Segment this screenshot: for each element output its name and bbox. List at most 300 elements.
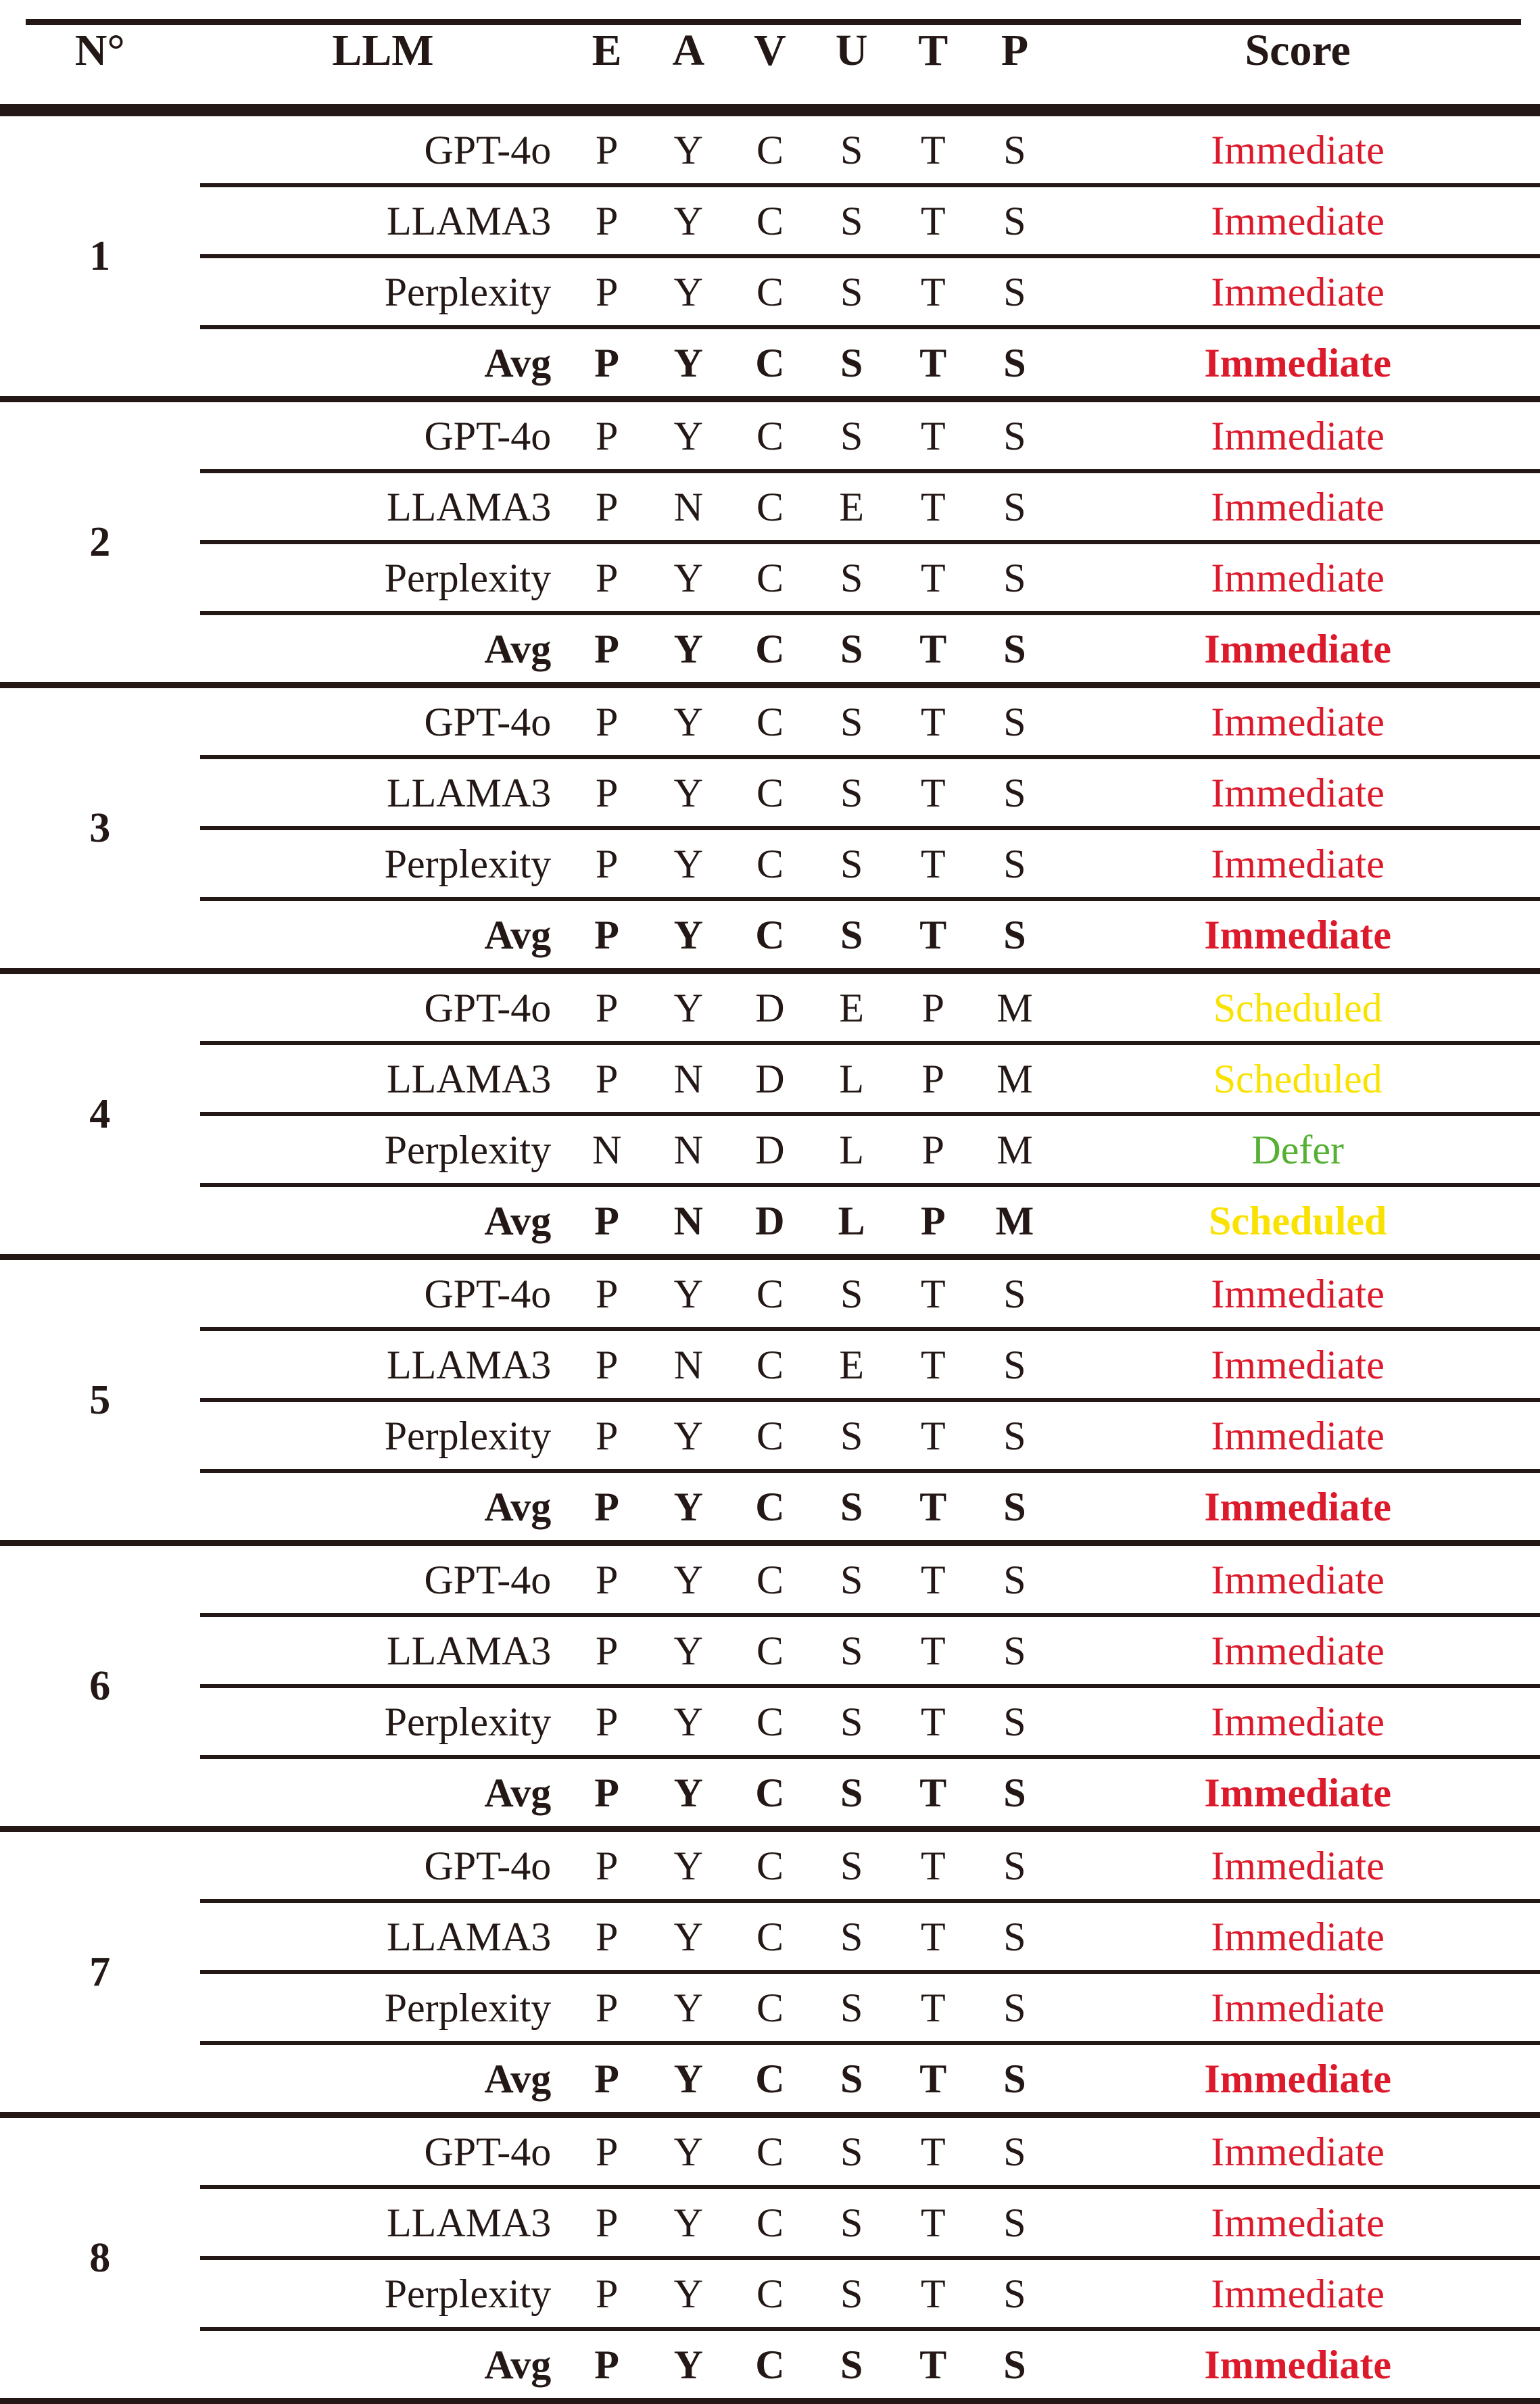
criterion-t-cell: T <box>892 1615 974 1686</box>
score-cell: Immediate <box>1055 1329 1540 1400</box>
table-row <box>0 1471 1540 1543</box>
llm-name-cell: GPT-4o <box>200 1829 567 1902</box>
score-cell: Immediate <box>1055 1400 1540 1471</box>
criterion-a-cell: Y <box>648 613 729 686</box>
score-cell: Immediate <box>1055 1757 1540 1829</box>
score-cell: Immediate <box>1055 1543 1540 1616</box>
criterion-v-cell: C <box>729 1329 811 1400</box>
criterion-t-cell: T <box>892 327 974 400</box>
criterion-v-cell: C <box>729 1757 811 1829</box>
criterion-u-cell: S <box>811 1901 892 1972</box>
criterion-e-cell: P <box>566 613 648 686</box>
criterion-u-cell: S <box>811 1615 892 1686</box>
criterion-p-cell: S <box>974 185 1056 256</box>
table-row <box>0 1329 1540 1400</box>
score-cell: Immediate <box>1055 613 1540 686</box>
criterion-a-cell: Y <box>648 1829 729 1902</box>
criterion-a-cell: Y <box>648 757 729 828</box>
score-cell: Immediate <box>1055 686 1540 758</box>
criterion-e-cell: P <box>566 2329 648 2401</box>
criterion-v-cell: C <box>729 400 811 472</box>
criterion-t-cell: T <box>892 2258 974 2329</box>
criterion-a-cell: Y <box>648 2043 729 2115</box>
criterion-e-cell: P <box>566 1972 648 2043</box>
table-row <box>0 2329 1540 2401</box>
criterion-p-cell: M <box>974 1114 1056 1185</box>
score-cell: Immediate <box>1055 471 1540 542</box>
group-number-cell: 3 <box>0 686 200 971</box>
table-header <box>0 0 1540 107</box>
table-body <box>0 107 1540 2404</box>
group-number-cell: 2 <box>0 400 200 686</box>
score-cell: Immediate <box>1055 1972 1540 2043</box>
criterion-e-cell: P <box>566 256 648 327</box>
criterion-v-cell: C <box>729 2329 811 2401</box>
criterion-a-cell: Y <box>648 2115 729 2188</box>
llm-name-cell: Avg <box>200 2329 567 2401</box>
table-row <box>0 1543 1540 1616</box>
table-row <box>0 1829 1540 1902</box>
table-row <box>0 2258 1540 2329</box>
criterion-v-cell: C <box>729 185 811 256</box>
criterion-e-cell: P <box>566 114 648 186</box>
score-cell: Immediate <box>1055 114 1540 186</box>
llm-name-cell: Perplexity <box>200 542 567 613</box>
criterion-p-cell: S <box>974 542 1056 613</box>
header-llm: LLM <box>200 0 567 107</box>
score-cell: Immediate <box>1055 757 1540 828</box>
criterion-u-cell: S <box>811 1757 892 1829</box>
llm-name-cell: LLAMA3 <box>200 1615 567 1686</box>
score-cell: Immediate <box>1055 2258 1540 2329</box>
criterion-u-cell: S <box>811 899 892 971</box>
llm-name-cell: LLAMA3 <box>200 1329 567 1400</box>
header-e: E <box>566 0 648 107</box>
score-cell: Immediate <box>1055 185 1540 256</box>
table-row <box>0 613 1540 686</box>
criterion-u-cell: S <box>811 1257 892 1330</box>
criterion-t-cell: T <box>892 1329 974 1400</box>
table-row <box>0 1901 1540 1972</box>
score-cell: Immediate <box>1055 828 1540 899</box>
criterion-v-cell: C <box>729 613 811 686</box>
criterion-a-cell: Y <box>648 1686 729 1757</box>
table-row <box>0 471 1540 542</box>
criterion-u-cell: S <box>811 1686 892 1757</box>
criterion-p-cell: S <box>974 2043 1056 2115</box>
criterion-t-cell: T <box>892 2115 974 2188</box>
llm-name-cell: Perplexity <box>200 1686 567 1757</box>
header-v: V <box>729 0 811 107</box>
criterion-p-cell: S <box>974 1471 1056 1543</box>
group-number-cell: 4 <box>0 971 200 1257</box>
llm-name-cell: GPT-4o <box>200 400 567 472</box>
criterion-v-cell: C <box>729 1901 811 1972</box>
criterion-t-cell: T <box>892 613 974 686</box>
group-number-cell: 7 <box>0 1829 200 2115</box>
header-separator-cell <box>0 107 1540 114</box>
table-row <box>0 1400 1540 1471</box>
criterion-e-cell: P <box>566 828 648 899</box>
criterion-a-cell: Y <box>648 2258 729 2329</box>
table-row <box>0 114 1540 186</box>
criterion-p-cell: S <box>974 2187 1056 2258</box>
table-bottom-rule <box>0 2401 1540 2404</box>
criterion-a-cell: Y <box>648 400 729 472</box>
criterion-t-cell: T <box>892 114 974 186</box>
criterion-p-cell: S <box>974 1257 1056 1330</box>
criterion-e-cell: P <box>566 1901 648 1972</box>
criterion-p-cell: S <box>974 256 1056 327</box>
criterion-p-cell: S <box>974 1329 1056 1400</box>
criterion-a-cell: Y <box>648 686 729 758</box>
group-number-cell: 8 <box>0 2115 200 2401</box>
criterion-t-cell: P <box>892 1114 974 1185</box>
criterion-a-cell: Y <box>648 1400 729 1471</box>
criterion-p-cell: S <box>974 613 1056 686</box>
header-u: U <box>811 0 892 107</box>
criterion-t-cell: T <box>892 1829 974 1902</box>
criterion-t-cell: T <box>892 400 974 472</box>
criterion-v-cell: C <box>729 899 811 971</box>
score-cell: Immediate <box>1055 327 1540 400</box>
criterion-v-cell: C <box>729 2187 811 2258</box>
header-number: N° <box>0 0 200 107</box>
llm-name-cell: Perplexity <box>200 256 567 327</box>
criterion-a-cell: Y <box>648 256 729 327</box>
criterion-e-cell: P <box>566 2187 648 2258</box>
criterion-p-cell: S <box>974 400 1056 472</box>
criterion-p-cell: S <box>974 1686 1056 1757</box>
score-cell: Defer <box>1055 1114 1540 1185</box>
criterion-u-cell: L <box>811 1043 892 1114</box>
criterion-e-cell: P <box>566 1615 648 1686</box>
criterion-e-cell: P <box>566 1829 648 1902</box>
llm-name-cell: Avg <box>200 1185 567 1257</box>
score-cell: Immediate <box>1055 256 1540 327</box>
criterion-e-cell: N <box>566 1114 648 1185</box>
criterion-t-cell: T <box>892 256 974 327</box>
criterion-a-cell: Y <box>648 1757 729 1829</box>
criterion-t-cell: T <box>892 686 974 758</box>
table-row <box>0 2043 1540 2115</box>
criterion-v-cell: C <box>729 256 811 327</box>
criterion-u-cell: S <box>811 2329 892 2401</box>
score-cell: Scheduled <box>1055 1043 1540 1114</box>
criterion-e-cell: P <box>566 1185 648 1257</box>
criterion-p-cell: S <box>974 1757 1056 1829</box>
criterion-u-cell: S <box>811 256 892 327</box>
criterion-e-cell: P <box>566 1043 648 1114</box>
score-cell: Immediate <box>1055 2043 1540 2115</box>
criterion-t-cell: T <box>892 899 974 971</box>
table-row <box>0 828 1540 899</box>
llm-name-cell: Perplexity <box>200 2258 567 2329</box>
criterion-p-cell: S <box>974 2115 1056 2188</box>
score-cell: Immediate <box>1055 899 1540 971</box>
criterion-u-cell: S <box>811 327 892 400</box>
criterion-e-cell: P <box>566 686 648 758</box>
llm-name-cell: GPT-4o <box>200 1257 567 1330</box>
table-row <box>0 542 1540 613</box>
llm-name-cell: Perplexity <box>200 828 567 899</box>
group-number-cell: 1 <box>0 114 200 400</box>
criterion-p-cell: S <box>974 686 1056 758</box>
criterion-e-cell: P <box>566 471 648 542</box>
criterion-e-cell: P <box>566 899 648 971</box>
score-cell: Immediate <box>1055 2115 1540 2188</box>
criterion-e-cell: P <box>566 971 648 1044</box>
header-a: A <box>648 0 729 107</box>
header-separator-rule <box>0 107 1540 114</box>
criterion-v-cell: C <box>729 1400 811 1471</box>
criterion-a-cell: Y <box>648 899 729 971</box>
criterion-p-cell: S <box>974 757 1056 828</box>
criterion-u-cell: S <box>811 1829 892 1902</box>
table-row <box>0 1257 1540 1330</box>
criterion-v-cell: C <box>729 327 811 400</box>
table-row <box>0 1757 1540 1829</box>
table-top-rule <box>26 19 1521 25</box>
criterion-u-cell: S <box>811 757 892 828</box>
criterion-v-cell: C <box>729 2258 811 2329</box>
criterion-u-cell: S <box>811 686 892 758</box>
criterion-u-cell: S <box>811 542 892 613</box>
criterion-e-cell: P <box>566 2115 648 2188</box>
score-cell: Immediate <box>1055 1471 1540 1543</box>
header-row <box>0 0 1540 107</box>
score-cell: Immediate <box>1055 2329 1540 2401</box>
score-cell: Immediate <box>1055 542 1540 613</box>
criterion-v-cell: C <box>729 1972 811 2043</box>
criterion-a-cell: N <box>648 1185 729 1257</box>
table-row <box>0 971 1540 1044</box>
criterion-t-cell: T <box>892 1257 974 1330</box>
criterion-a-cell: Y <box>648 971 729 1044</box>
criterion-e-cell: P <box>566 1329 648 1400</box>
criterion-v-cell: C <box>729 1686 811 1757</box>
criterion-v-cell: C <box>729 828 811 899</box>
llm-name-cell: GPT-4o <box>200 971 567 1044</box>
table-row <box>0 2187 1540 2258</box>
table-row <box>0 899 1540 971</box>
criterion-t-cell: T <box>892 1686 974 1757</box>
criterion-v-cell: D <box>729 971 811 1044</box>
criterion-v-cell: C <box>729 542 811 613</box>
criterion-a-cell: Y <box>648 185 729 256</box>
llm-name-cell: LLAMA3 <box>200 471 567 542</box>
criterion-p-cell: S <box>974 1972 1056 2043</box>
criterion-p-cell: M <box>974 1043 1056 1114</box>
llm-name-cell: LLAMA3 <box>200 185 567 256</box>
criterion-p-cell: S <box>974 828 1056 899</box>
criterion-e-cell: P <box>566 542 648 613</box>
criterion-a-cell: Y <box>648 114 729 186</box>
criterion-a-cell: Y <box>648 1972 729 2043</box>
llm-name-cell: GPT-4o <box>200 1543 567 1616</box>
score-cell: Immediate <box>1055 1257 1540 1330</box>
table-row <box>0 1686 1540 1757</box>
criterion-t-cell: T <box>892 757 974 828</box>
criterion-u-cell: S <box>811 2043 892 2115</box>
criterion-t-cell: T <box>892 2329 974 2401</box>
criterion-v-cell: C <box>729 114 811 186</box>
criterion-v-cell: D <box>729 1114 811 1185</box>
criterion-u-cell: S <box>811 828 892 899</box>
criterion-t-cell: P <box>892 1185 974 1257</box>
criterion-e-cell: P <box>566 1757 648 1829</box>
criterion-t-cell: T <box>892 2187 974 2258</box>
llm-name-cell: Avg <box>200 1471 567 1543</box>
score-cell: Immediate <box>1055 1901 1540 1972</box>
llm-name-cell: Perplexity <box>200 1114 567 1185</box>
criterion-a-cell: N <box>648 1329 729 1400</box>
criterion-v-cell: C <box>729 686 811 758</box>
table-bottom-rule-cell <box>0 2401 1540 2404</box>
criterion-e-cell: P <box>566 2258 648 2329</box>
table-row <box>0 327 1540 400</box>
score-cell: Scheduled <box>1055 1185 1540 1257</box>
criterion-u-cell: E <box>811 1329 892 1400</box>
criterion-u-cell: S <box>811 185 892 256</box>
criterion-u-cell: S <box>811 400 892 472</box>
criterion-e-cell: P <box>566 1257 648 1330</box>
criterion-u-cell: L <box>811 1114 892 1185</box>
criterion-v-cell: C <box>729 2043 811 2115</box>
criterion-t-cell: T <box>892 1543 974 1616</box>
criterion-v-cell: C <box>729 1543 811 1616</box>
criterion-u-cell: S <box>811 114 892 186</box>
table-row <box>0 757 1540 828</box>
criterion-t-cell: T <box>892 2043 974 2115</box>
header-p: P <box>974 0 1056 107</box>
criterion-a-cell: N <box>648 1043 729 1114</box>
criterion-a-cell: Y <box>648 1615 729 1686</box>
llm-name-cell: Avg <box>200 613 567 686</box>
criterion-u-cell: S <box>811 613 892 686</box>
criterion-e-cell: P <box>566 1543 648 1616</box>
llm-name-cell: Avg <box>200 327 567 400</box>
llm-name-cell: GPT-4o <box>200 114 567 186</box>
criterion-v-cell: C <box>729 2115 811 2188</box>
criterion-a-cell: Y <box>648 1471 729 1543</box>
criterion-e-cell: P <box>566 327 648 400</box>
criterion-p-cell: M <box>974 1185 1056 1257</box>
criterion-e-cell: P <box>566 2043 648 2115</box>
criterion-a-cell: Y <box>648 1543 729 1616</box>
criterion-u-cell: S <box>811 2258 892 2329</box>
criterion-e-cell: P <box>566 1471 648 1543</box>
llm-name-cell: Perplexity <box>200 1972 567 2043</box>
llm-name-cell: Avg <box>200 1757 567 1829</box>
criterion-t-cell: T <box>892 471 974 542</box>
llm-name-cell: Perplexity <box>200 1400 567 1471</box>
criterion-v-cell: C <box>729 1829 811 1902</box>
table-row <box>0 2115 1540 2188</box>
criterion-t-cell: T <box>892 1901 974 1972</box>
criterion-u-cell: S <box>811 1972 892 2043</box>
criterion-p-cell: S <box>974 114 1056 186</box>
criterion-p-cell: S <box>974 1829 1056 1902</box>
score-cell: Immediate <box>1055 1829 1540 1902</box>
table-row <box>0 1043 1540 1114</box>
criterion-a-cell: Y <box>648 542 729 613</box>
criterion-p-cell: S <box>974 1543 1056 1616</box>
criterion-a-cell: Y <box>648 327 729 400</box>
group-number-cell: 5 <box>0 1257 200 1543</box>
criterion-u-cell: S <box>811 1400 892 1471</box>
criterion-p-cell: S <box>974 327 1056 400</box>
criterion-p-cell: S <box>974 1400 1056 1471</box>
criterion-v-cell: C <box>729 471 811 542</box>
criterion-v-cell: C <box>729 1471 811 1543</box>
criterion-e-cell: P <box>566 757 648 828</box>
criterion-t-cell: T <box>892 1400 974 1471</box>
criterion-t-cell: T <box>892 1972 974 2043</box>
table-row <box>0 686 1540 758</box>
llm-name-cell: GPT-4o <box>200 2115 567 2188</box>
criterion-v-cell: D <box>729 1043 811 1114</box>
criterion-t-cell: T <box>892 1757 974 1829</box>
criterion-v-cell: C <box>729 1615 811 1686</box>
criterion-a-cell: N <box>648 1114 729 1185</box>
criterion-v-cell: C <box>729 757 811 828</box>
table-row <box>0 256 1540 327</box>
table-row <box>0 1185 1540 1257</box>
criterion-a-cell: N <box>648 471 729 542</box>
criterion-p-cell: S <box>974 1901 1056 1972</box>
criterion-t-cell: P <box>892 1043 974 1114</box>
criterion-v-cell: C <box>729 1257 811 1330</box>
criterion-u-cell: L <box>811 1185 892 1257</box>
criterion-t-cell: P <box>892 971 974 1044</box>
criterion-t-cell: T <box>892 1471 974 1543</box>
llm-name-cell: LLAMA3 <box>200 757 567 828</box>
score-cell: Immediate <box>1055 400 1540 472</box>
criterion-u-cell: S <box>811 1471 892 1543</box>
llm-name-cell: LLAMA3 <box>200 1901 567 1972</box>
header-score: Score <box>1055 0 1540 107</box>
criterion-u-cell: E <box>811 971 892 1044</box>
group-number-cell: 6 <box>0 1543 200 1829</box>
llm-name-cell: LLAMA3 <box>200 2187 567 2258</box>
criterion-p-cell: S <box>974 2258 1056 2329</box>
criterion-a-cell: Y <box>648 2329 729 2401</box>
criterion-p-cell: S <box>974 471 1056 542</box>
criterion-u-cell: S <box>811 1543 892 1616</box>
criterion-p-cell: S <box>974 2329 1056 2401</box>
table-row <box>0 1972 1540 2043</box>
criterion-a-cell: Y <box>648 1257 729 1330</box>
criterion-a-cell: Y <box>648 1901 729 1972</box>
criterion-e-cell: P <box>566 1686 648 1757</box>
criterion-v-cell: D <box>729 1185 811 1257</box>
criterion-t-cell: T <box>892 828 974 899</box>
criterion-e-cell: P <box>566 400 648 472</box>
table-row <box>0 185 1540 256</box>
llm-name-cell: LLAMA3 <box>200 1043 567 1114</box>
criterion-a-cell: Y <box>648 828 729 899</box>
header-t: T <box>892 0 974 107</box>
criterion-p-cell: M <box>974 971 1056 1044</box>
criterion-u-cell: S <box>811 2187 892 2258</box>
llm-name-cell: Avg <box>200 899 567 971</box>
llm-name-cell: GPT-4o <box>200 686 567 758</box>
criterion-e-cell: P <box>566 185 648 256</box>
criterion-e-cell: P <box>566 1400 648 1471</box>
criterion-p-cell: S <box>974 1615 1056 1686</box>
score-cell: Scheduled <box>1055 971 1540 1044</box>
